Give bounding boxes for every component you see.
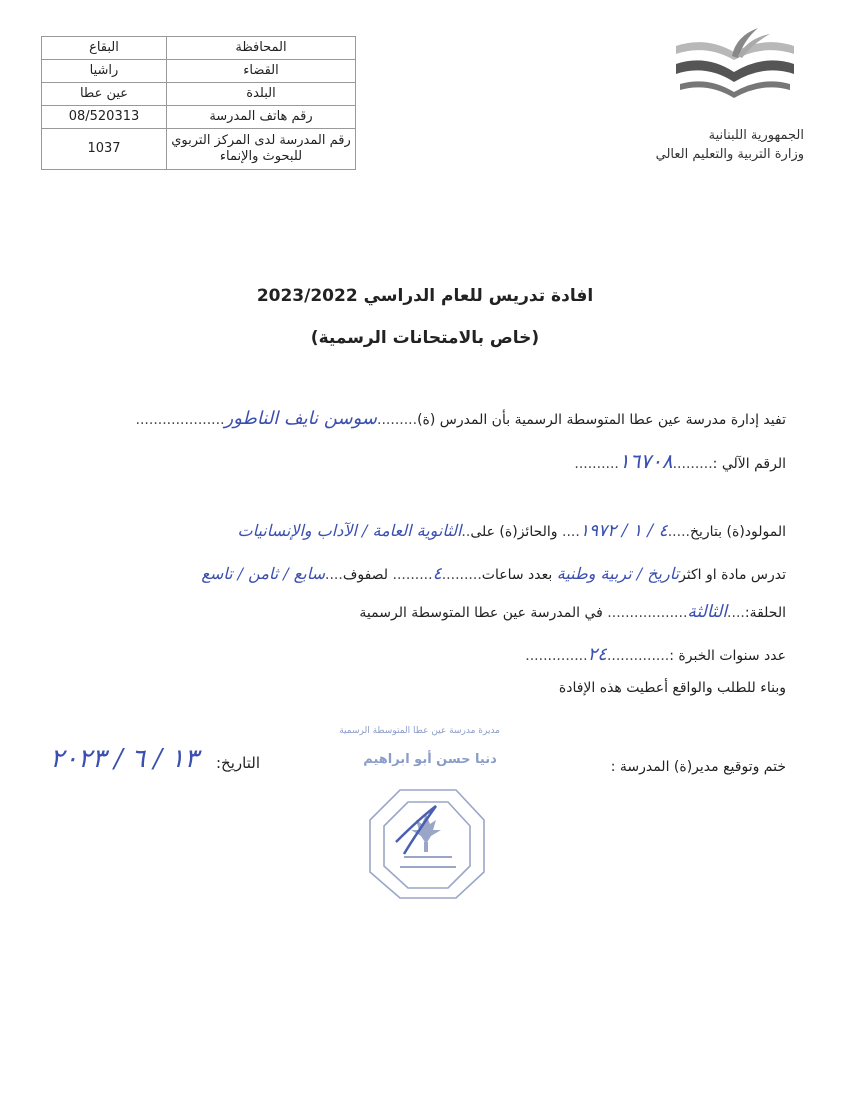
info-label: القضاء (167, 60, 356, 83)
degree-value: الثانوية العامة / الآداب والإنسانيات (237, 521, 462, 540)
republic-name: الجمهورية اللبنانية (708, 128, 804, 143)
date-value: ١٣ / ٦ / ٢٠٢٣ (50, 744, 199, 774)
cycle-value: الثالثة (687, 602, 728, 622)
info-value: 1037 (42, 129, 167, 170)
experience-label: عدد سنوات الخبرة : (669, 648, 786, 664)
id-value: ١٦٧٠٨ (618, 449, 673, 473)
birth-date: ٤ / ١ / ١٩٧٢ (579, 521, 668, 541)
open-book-icon (672, 26, 798, 100)
born-label: المولود(ة) بتاريخ (689, 524, 786, 540)
info-label: المحافظة (167, 37, 356, 60)
closing-line: وبناء للطلب والواقع أعطيت هذه الإفادة (558, 680, 786, 696)
school-seal (360, 722, 495, 907)
date-label: التاريخ: (216, 754, 260, 772)
teaches-label: تدرس مادة او اكثر (679, 567, 786, 583)
table-row (42, 37, 356, 60)
cycle-suffix: في المدرسة عين عطا المتوسطة الرسمية (359, 605, 603, 621)
stamp-header: مديرة مدرسة عين عطا المتوسطة الرسمية (339, 726, 500, 736)
info-value: البقاع (42, 37, 167, 60)
info-label: رقم المدرسة لدى المركز التربوي للبحوث والإنماء (167, 129, 356, 170)
table-row (42, 106, 356, 129)
intro-line: تفيد إدارة مدرسة عين عطا المتوسطة الرسمية بأن المدرس (ة).........سوسن نايف الناطور.................... (135, 408, 786, 429)
info-value: عين عطا (42, 83, 167, 106)
intro-text: تفيد إدارة مدرسة عين عطا المتوسطة الرسمية بأن المدرس (ة) (417, 412, 786, 428)
signature-label: ختم وتوقيع مدير(ة) المدرسة : (610, 759, 786, 775)
birth-line: المولود(ة) بتاريخ.....٤ / ١ / ١٩٧٢.... والحائز(ة) على..الثانوية العامة / الآداب والإنسانيات (237, 521, 786, 541)
document-title: افادة تدريس للعام الدراسي 2023/2022 (256, 286, 594, 306)
director-name: دنيا حسن أبو ابراهيم (363, 752, 497, 767)
school-info-table (41, 36, 356, 170)
classes-value: سابع / ثامن / تاسع (201, 564, 326, 583)
table-row (42, 83, 356, 106)
cycle-label: الحلقة: (744, 605, 786, 621)
info-label: رقم هاتف المدرسة (167, 106, 356, 129)
id-line: الرقم الآلي :.........١٦٧٠٨.......... (574, 449, 786, 473)
info-label: البلدة (167, 83, 356, 106)
id-label: الرقم الآلي : (712, 456, 786, 472)
classes-label: لصفوف (342, 567, 389, 583)
ministry-header (656, 126, 804, 164)
experience-value: ٢٤ (587, 644, 607, 665)
teaching-line: تدرس مادة او اكثرتاريخ / تربية وطنية بعدد ساعات.........٤......... لصفوف....سابع / ثامن / تاسع (201, 564, 786, 584)
table-row (42, 129, 356, 170)
document-subtitle: (خاص بالامتحانات الرسمية) (310, 328, 540, 348)
hours-value: ٤ (432, 564, 442, 584)
hours-label: بعدد ساعات (481, 567, 553, 583)
ministry-name: وزارة التربية والتعليم العالي (655, 147, 804, 162)
table-row (42, 60, 356, 83)
holder-label: والحائز(ة) على (470, 524, 558, 540)
subject-value: تاريخ / تربية وطنية (556, 564, 680, 583)
info-value: 08/520313 (42, 106, 167, 129)
experience-line: عدد سنوات الخبرة :..............٢٤.............. (525, 644, 786, 665)
cycle-line: الحلقة:....الثالثة.................. في المدرسة عين عطا المتوسطة الرسمية (359, 602, 786, 622)
info-value: راشيا (42, 60, 167, 83)
teacher-name: سوسن نايف الناطور (224, 408, 378, 429)
